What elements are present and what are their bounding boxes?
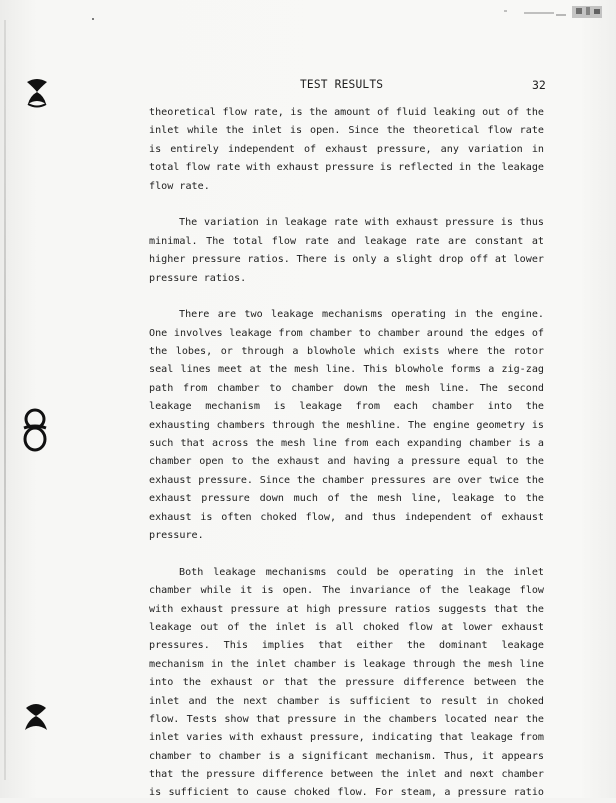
text-line: exhaust pressure down much of the mesh line, leakage to the [149, 493, 544, 505]
text-line: total flow rate with exhaust pressure is reflected in the leakage [149, 162, 544, 174]
text-line: mechanism in the inlet chamber is leakage through the mesh line [149, 658, 544, 670]
text-line: flow rate. [149, 180, 210, 192]
page-header [0, 78, 616, 96]
text-line: One involves leakage from chamber to chamber around the edges of [149, 327, 544, 339]
punch-hole-mark-bottom [22, 698, 50, 738]
section-title: TEST RESULTS [300, 78, 384, 91]
text-line: is sufficient to cause choked flow. For steam, a pressure ratio [149, 787, 544, 799]
text-line: into the exhaust or that the pressure difference between the [149, 677, 544, 689]
text-line: The variation in leakage rate with exhaust pressure is thus [179, 217, 544, 229]
text-line: leakage out of the inlet is all choked flow at lower exhaust [149, 621, 544, 633]
scan-speck [92, 18, 94, 20]
punch-hole-mark-middle [22, 406, 48, 454]
text-line: pressures. This implies that either the dominant leakage [149, 640, 544, 652]
paragraph [149, 104, 544, 196]
body-text [149, 104, 544, 803]
text-line: is entirely independent of exhaust pressure, any variation in [149, 143, 544, 155]
text-line: the lobes, or through a blowhole which exists where the rotor [149, 346, 544, 358]
text-line: inlet and the next chamber is sufficient to result in choked [149, 695, 544, 707]
paragraph [149, 564, 544, 803]
text-line: seal lines meet at the mesh line. This blowhole forms a zig-zag [149, 364, 544, 376]
scan-noise-decoration [484, 4, 604, 24]
text-line: chamber while it is open. The invariance of the leakage flow [149, 585, 544, 597]
text-line: higher pressure ratios. There is only a slight drop off at lower [149, 254, 544, 266]
text-line: exhaust is often choked flow, and thus independent of exhaust [149, 511, 544, 523]
text-line: minimal. The total flow rate and leakage rate are constant at [149, 235, 544, 247]
text-line: Both leakage mechanisms could be operating in the inlet [179, 566, 544, 578]
text-line: inlet varies with exhaust pressure, indicating that leakage from [149, 732, 544, 744]
text-line: leakage mechanism is leakage from each chamber into the [149, 401, 544, 413]
text-line: inlet while the inlet is open. Since the theoretical flow rate [149, 125, 544, 137]
page-edge-shadow [4, 20, 6, 780]
text-line: such that across the mesh line from each expanding chamber is a [149, 438, 544, 450]
text-line: exhaust pressure. Since the chamber pressures are over twice the [149, 474, 544, 486]
text-line: There are two leakage mechanisms operating in the engine. [179, 309, 544, 321]
text-line: with exhaust pressure at high pressure ratios suggests that the [149, 603, 544, 615]
text-line: chamber open to the exhaust and having a pressure equal to the [149, 456, 544, 468]
text-line: theoretical flow rate, is the amount of fluid leaking out of the [149, 107, 544, 118]
text-line: pressure. [149, 529, 204, 541]
paragraph [149, 306, 544, 545]
text-line: that the pressure difference between the inlet and next chamber [149, 769, 544, 781]
text-line: pressure ratios. [149, 272, 247, 284]
page-number: 32 [532, 78, 546, 92]
text-line: exhausting chambers through the meshline. The engine geometry is [149, 419, 544, 431]
text-line: path from chamber to chamber down the mesh line. The second [149, 382, 544, 394]
text-line: chamber to chamber is a significant mechanism. Thus, it appears [149, 750, 544, 762]
paragraph [149, 214, 544, 288]
text-line: flow. Tests show that pressure in the chambers located near the [149, 713, 544, 725]
